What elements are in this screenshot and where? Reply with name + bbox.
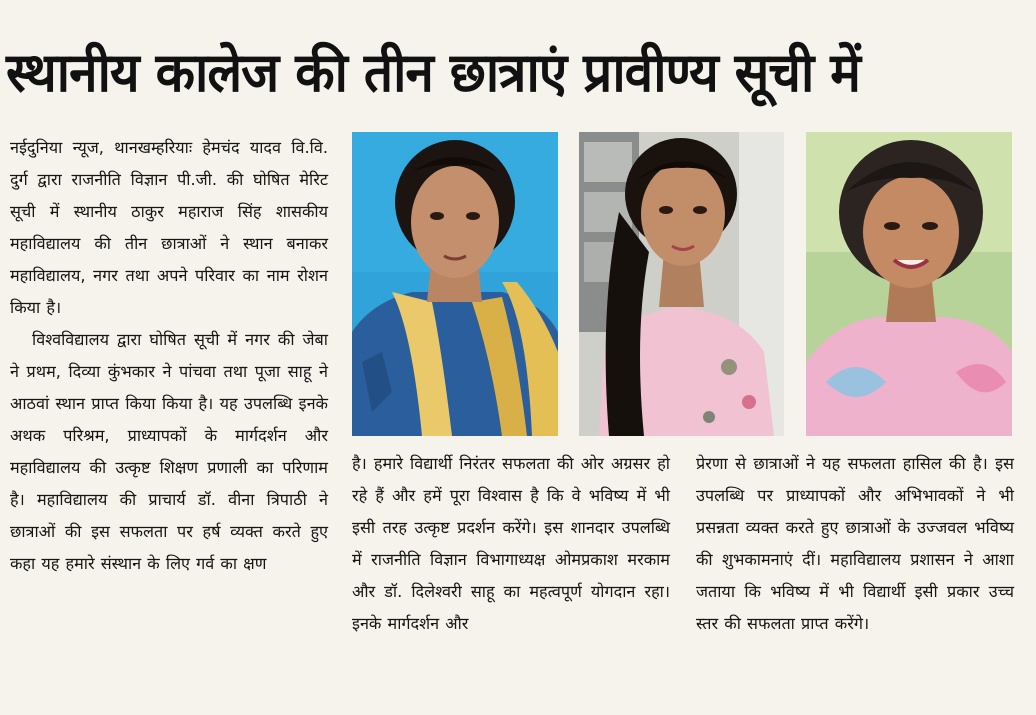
student-photo-1	[352, 132, 558, 436]
paragraph: नईदुनिया न्यूज, थानखम्हरियाः हेमचंद यादव वि.वि. दुर्ग द्वारा राजनीति विज्ञान पी.जी. की घोषित मेरिट सूची में स्थानीय ठाकुर महाराज सिंह शासकीय महाविद्यालय की तीन छात्राओं ने स्थान बनाकर महाविद्यालय, नगर तथा अपने परिवार का नाम रोशन किया है।	[10, 138, 328, 317]
paragraph: है। हमारे विद्यार्थी निरंतर सफलता की ओर अग्रसर हो रहे हैं और हमें पूरा विश्वास है कि वे भविष्य में भी इसी तरह उत्कृष्ट प्रदर्शन करेंगे। इस शानदार उपलब्धि में राजनीति विज्ञान विभागाध्यक्ष ओमप्रकाश मरकाम और डॉ. दिलेश्वरी साहू का महत्वपूर्ण योगदान रहा। इनके मार्गदर्शन और	[352, 454, 670, 633]
student-photo-2	[579, 132, 784, 436]
student-portrait-image	[352, 132, 558, 436]
student-portrait-image	[806, 132, 1012, 436]
paragraph: प्रेरणा से छात्राओं ने यह सफलता हासिल की है। इस उपलब्धि पर प्राध्यापकों और अभिभावकों ने भी प्रसन्नता व्यक्त करते हुए छात्राओं के उज्जवल भविष्य की शुभकामनाएं दीं। महाविद्यालय प्रशासन ने आशा जताया कि भविष्य में भी विद्यार्थी इसी प्रकार उच्च स्तर की सफलता प्राप्त करेंगे।	[696, 454, 1014, 633]
article-column-3	[696, 448, 1014, 704]
student-portrait-image	[579, 132, 784, 436]
article-column-1	[10, 132, 328, 700]
headline: स्थानीय कालेज की तीन छात्राएं प्रावीण्य सूची में	[6, 41, 860, 104]
article-column-2	[352, 448, 670, 704]
paragraph: विश्वविद्यालय द्वारा घोषित सूची में नगर की जेबा ने प्रथम, दिव्या कुंभकार ने पांचवा तथा पूजा साहू ने आठवां स्थान प्राप्त किया किया है। यह उपलब्धि इनके अथक परिश्रम, प्राध्यापकों के मार्गदर्शन और महाविद्यालय की उत्कृष्ट शिक्षण प्रणाली का परिणाम है। महाविद्यालय की प्राचार्य डॉ. वीना त्रिपाठी ने छात्राओं की इस सफलता पर हर्ष व्यक्त करते हुए कहा यह हमारे संस्थान के लिए गर्व का क्षण	[10, 330, 328, 573]
student-photo-3	[806, 132, 1012, 436]
